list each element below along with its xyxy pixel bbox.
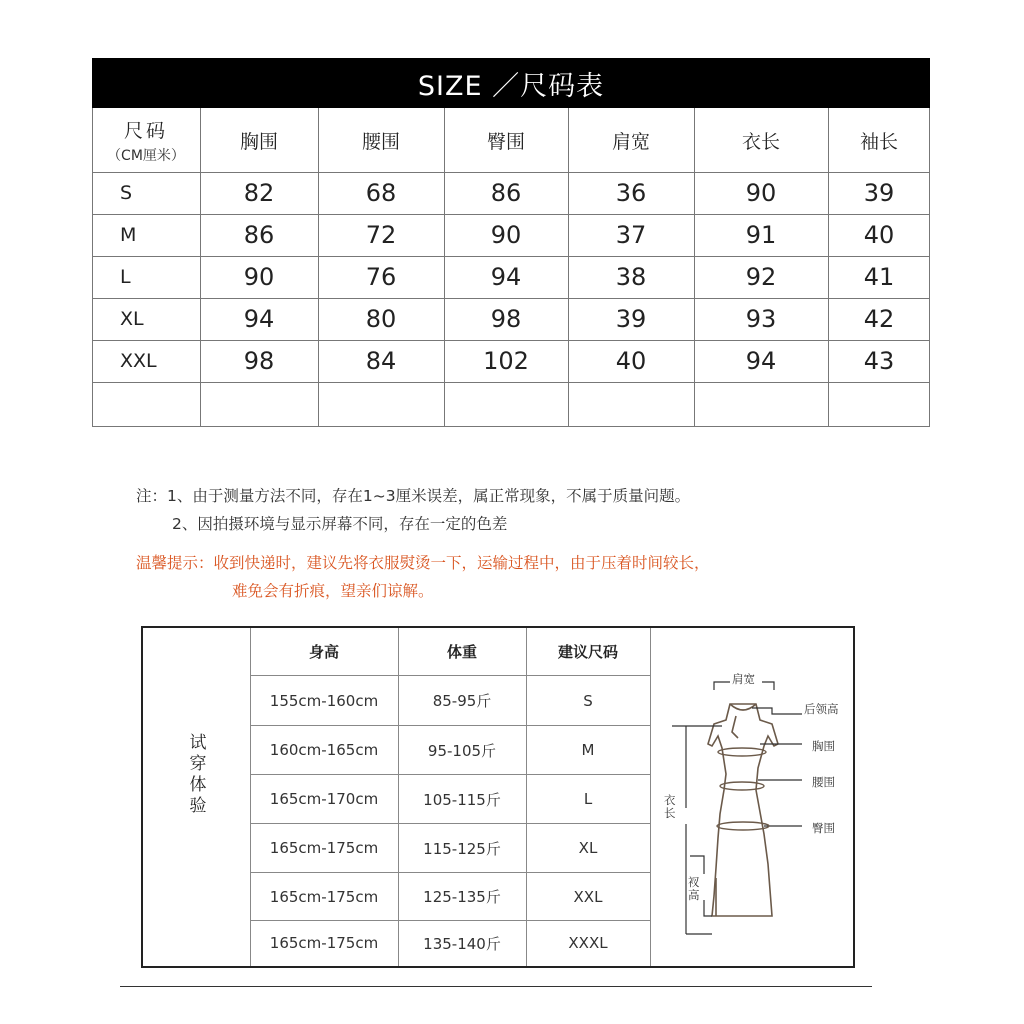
- diagram-label-back-collar: 后领高: [804, 702, 839, 716]
- tryon-cell-size: M: [581, 741, 595, 759]
- diagram-label-hip: 臀围: [812, 821, 835, 835]
- tryon-cell-size: S: [583, 691, 593, 710]
- table-cell: 80: [365, 305, 397, 333]
- table-cell: 76: [365, 263, 397, 291]
- table-cell: 98: [243, 347, 275, 375]
- waist-ellipse-icon: [720, 782, 764, 790]
- tryon-header-size: 建议尺码: [557, 643, 618, 661]
- size-header-label: 尺码: [123, 119, 168, 142]
- table-row-empty: [92, 382, 930, 427]
- table-row: [92, 214, 930, 257]
- note-line-2: 2、因拍摄环境与显示屏幕不同，存在一定的色差: [172, 515, 508, 533]
- table-grid-line: [444, 108, 445, 426]
- diagram-label-waist: 腰围: [812, 775, 835, 789]
- table-row: [92, 340, 930, 383]
- table-cell: 72: [365, 221, 397, 249]
- table-cell: 90: [745, 179, 777, 207]
- tryon-cell-height: 155cm-160cm: [269, 691, 379, 710]
- table-cell: 40: [615, 347, 647, 375]
- table-cell: 90: [490, 221, 522, 249]
- size-chart-title: SIZE ／尺码表: [92, 58, 930, 108]
- note-line-1: 注：1、由于测量方法不同，存在1~3厘米误差，属正常现象，不属于质量问题。: [136, 487, 691, 505]
- tryon-cell-size: L: [583, 790, 593, 808]
- tryon-cell-height: 165cm-175cm: [269, 934, 379, 952]
- chest-ellipse-icon: [718, 748, 766, 756]
- column-header-length: 衣长: [741, 130, 780, 153]
- table-cell: 90: [243, 263, 275, 291]
- size-label: M: [120, 224, 137, 246]
- size-label: XL: [120, 308, 144, 330]
- table-cell: 40: [863, 221, 895, 249]
- table-cell: 39: [863, 179, 895, 207]
- tryon-cell-height: 165cm-170cm: [269, 790, 379, 808]
- table-grid-line: [828, 108, 829, 426]
- table-grid-line: [929, 108, 930, 426]
- tip-line-2: 难免会有折痕，望亲们谅解。: [232, 582, 434, 600]
- tip-line-1: 温馨提示：收到快递时，建议先将衣服熨烫一下，运输过程中，由于压着时间较长，: [136, 554, 710, 572]
- tryon-cell-weight: 135-140斤: [423, 934, 501, 953]
- tryon-cell-weight: 125-135斤: [423, 888, 501, 906]
- diagram-label-length: 衣长: [664, 793, 676, 820]
- size-label: S: [120, 182, 133, 204]
- tryon-cell-weight: 95-105斤: [427, 741, 497, 760]
- tryon-cell-weight: 115-125斤: [423, 839, 501, 858]
- table-grid-line: [92, 108, 93, 426]
- size-label: L: [120, 266, 131, 288]
- table-grid-line: [318, 108, 319, 426]
- table-row: [92, 256, 930, 299]
- tryon-cell-height: 165cm-175cm: [269, 839, 379, 857]
- tryon-cell-weight: 85-95斤: [432, 692, 492, 710]
- table-row: [92, 172, 930, 215]
- table-cell: 37: [615, 221, 647, 249]
- tryon-cell-weight: 105-115斤: [423, 790, 501, 809]
- diagram-label-slit: 衩高: [688, 875, 700, 902]
- tryon-cell-size: XXXL: [568, 934, 608, 952]
- table-cell: 98: [490, 305, 522, 333]
- tryon-header-weight: 体重: [446, 643, 477, 661]
- tryon-cell-size: XL: [578, 839, 598, 857]
- column-header-waist: 腰围: [361, 130, 400, 153]
- table-cell: 43: [863, 347, 895, 375]
- tryon-label: 试 穿 体 验: [189, 733, 207, 816]
- table-cell: 91: [745, 221, 777, 249]
- column-header-sleeve: 袖长: [859, 130, 898, 153]
- table-cell: 86: [243, 221, 275, 249]
- tryon-header-height: 身高: [308, 643, 339, 661]
- table-cell: 93: [745, 305, 777, 333]
- table-cell: 84: [365, 347, 397, 375]
- tryon-cell-height: 160cm-165cm: [269, 741, 379, 759]
- table-cell: 38: [615, 263, 647, 291]
- diagram-label-chest: 胸围: [812, 739, 835, 753]
- size-header-cell: [92, 108, 200, 172]
- bottom-divider: [120, 986, 872, 987]
- column-header-chest: 胸围: [239, 130, 278, 153]
- table-cell: 94: [490, 263, 522, 291]
- table-cell: 82: [243, 179, 275, 207]
- size-header-unit: （CM厘米）: [107, 147, 185, 164]
- size-chart-header-row: [92, 108, 930, 173]
- table-row: [92, 298, 930, 341]
- table-cell: 41: [863, 263, 895, 291]
- qipao-measure-diagram: [652, 628, 852, 966]
- table-cell: 86: [490, 179, 522, 207]
- table-cell: 68: [365, 179, 397, 207]
- tryon-cell-height: 165cm-175cm: [269, 887, 379, 906]
- tryon-cell-size: XXL: [573, 887, 603, 906]
- column-header-hip: 臀围: [486, 130, 525, 153]
- diagram-label-shoulder: 肩宽: [732, 672, 755, 686]
- column-header-shoulder: 肩宽: [611, 130, 650, 153]
- table-cell: 92: [745, 263, 777, 291]
- table-cell: 42: [863, 305, 895, 333]
- hip-ellipse-icon: [717, 822, 769, 830]
- tryon-grid-line: [650, 628, 651, 966]
- table-cell: 102: [483, 347, 529, 375]
- table-grid-line: [568, 108, 569, 426]
- dress-outline-icon: [708, 704, 778, 916]
- size-label: XXL: [120, 350, 157, 372]
- table-cell: 94: [745, 347, 777, 375]
- table-grid-line: [694, 108, 695, 426]
- table-cell: 94: [243, 305, 275, 333]
- table-cell: 39: [615, 305, 647, 333]
- table-grid-line: [200, 108, 201, 426]
- table-cell: 36: [615, 179, 647, 207]
